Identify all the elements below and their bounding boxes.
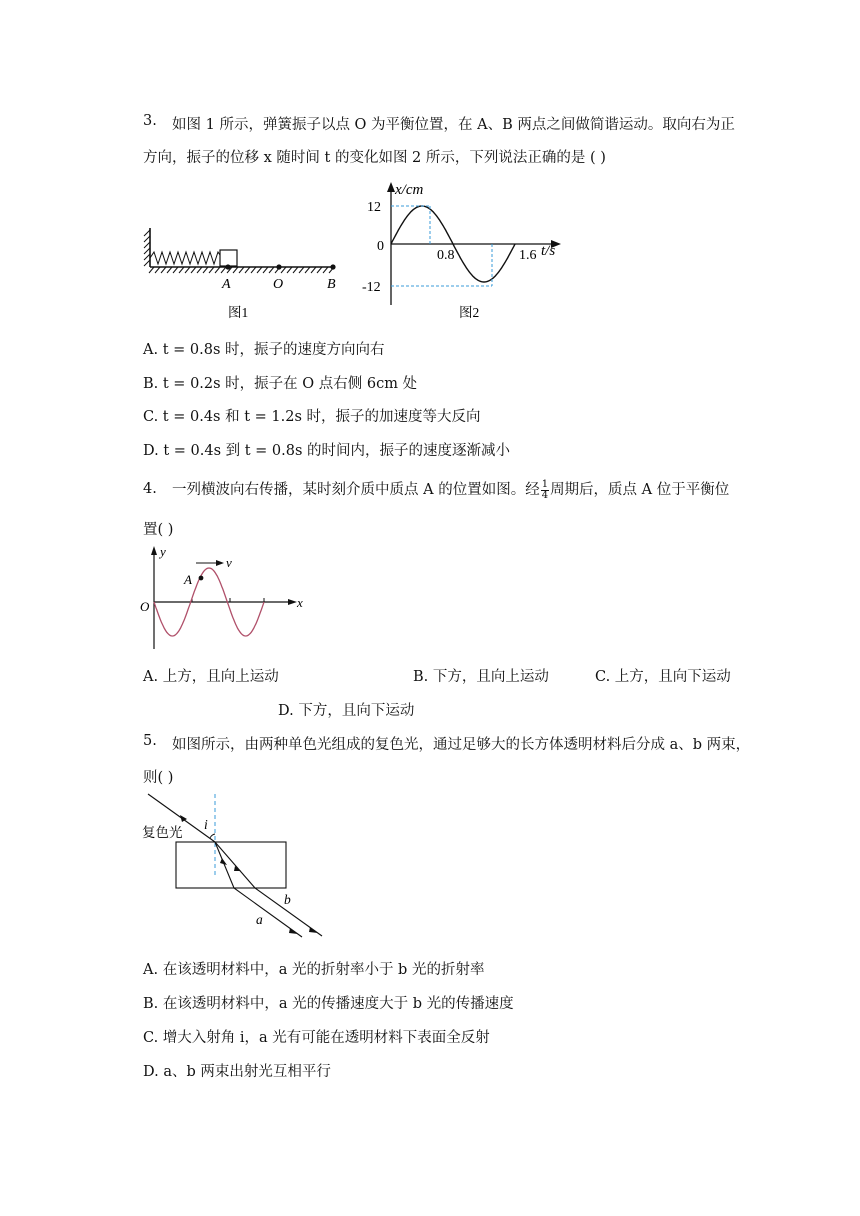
q5-fig-i: i — [204, 817, 208, 832]
q4-fraction-numerator: 1 — [541, 478, 549, 490]
q4-fig-y: y — [160, 544, 166, 559]
q4-figure — [138, 543, 308, 655]
q5-stem-line1: 如图所示，由两种单色光组成的复色光，通过足够大的长方体透明材料后分成 a、b 两束， — [172, 737, 751, 753]
q5-fig-label: 复色光 — [142, 825, 183, 840]
q3-option-b: B. t = 0.2s 时，振子在 O 点右侧 6cm 处 — [143, 376, 418, 392]
fig1-label-O: O — [273, 277, 284, 292]
q4-option-b: B. 下方，且向上运动 — [413, 669, 549, 685]
q3-stem-line2: 方向，振子的位移 x 随时间 t 的变化如图 2 所示，下列说法正确的是 ( ) — [143, 150, 606, 166]
q5-option-c: C. 增大入射角 i，a 光有可能在透明材料下表面全反射 — [143, 1030, 490, 1046]
q4-fig-a: A — [184, 572, 192, 587]
fig2-tick-m12: -12 — [362, 280, 381, 295]
q4-stem-line2: 置( ) — [143, 522, 174, 538]
q5-number: 5. — [143, 733, 157, 749]
q5-option-d: D. a、b 两束出射光互相平行 — [143, 1064, 331, 1080]
q5-option-b: B. 在该透明材料中，a 光的传播速度大于 b 光的传播速度 — [143, 996, 514, 1012]
q3-option-c: C. t = 0.4s 和 t = 1.2s 时，振子的加速度等大反向 — [143, 409, 481, 425]
fig2-tick-12: 12 — [367, 200, 381, 215]
fig2-tick-0: 0 — [377, 239, 384, 254]
q4-option-c: C. 上方，且向下运动 — [595, 669, 731, 685]
fig1-caption: 图1 — [228, 305, 249, 320]
q3-option-a: A. t = 0.8s 时，振子的速度方向向右 — [143, 342, 385, 358]
q4-fig-v: v — [226, 555, 232, 570]
fig2-ylabel: x/cm — [395, 182, 424, 198]
fig2-caption: 图2 — [459, 305, 480, 320]
q3-number: 3. — [143, 113, 157, 129]
q4-fraction — [541, 480, 549, 501]
fig2-tick-0.8: 0.8 — [437, 248, 455, 263]
q4-number: 4. — [143, 481, 157, 497]
q5-stem-line2: 则( ) — [143, 770, 174, 786]
fig1-label-A: A — [222, 277, 231, 292]
q5-fig-a: a — [256, 912, 263, 927]
q3-figure1 — [140, 222, 350, 322]
q3-option-d: D. t = 0.4s 到 t = 0.8s 的时间内，振子的速度逐渐减小 — [143, 443, 511, 459]
q4-fig-o: O — [140, 599, 150, 614]
fig2-xlabel: t/s — [541, 243, 556, 259]
q4-fraction-denominator: 4 — [541, 489, 549, 501]
fig1-label-B: B — [327, 277, 336, 292]
fig2-tick-1.6: 1.6 — [519, 248, 537, 263]
q4-option-d: D. 下方，且向下运动 — [278, 703, 415, 719]
q5-option-a: A. 在该透明材料中，a 光的折射率小于 b 光的折射率 — [143, 962, 485, 978]
q4-fig-x: x — [297, 595, 303, 610]
q3-figure2 — [355, 180, 590, 325]
q4-stem-part2: 周期后，质点 A 位于平衡位 — [550, 482, 730, 498]
q5-fig-b: b — [284, 892, 291, 907]
q5-figure — [140, 788, 330, 944]
q4-stem-line1 — [172, 478, 729, 501]
q4-option-a: A. 上方，且向上运动 — [143, 669, 279, 685]
q3-stem-line1: 如图 1 所示，弹簧振子以点 O 为平衡位置，在 A、B 两点之间做简谐运动。取向右为正 — [172, 117, 735, 133]
q4-stem-part1: 一列横波向右传播，某时刻介质中质点 A 的位置如图。经 — [172, 482, 540, 498]
